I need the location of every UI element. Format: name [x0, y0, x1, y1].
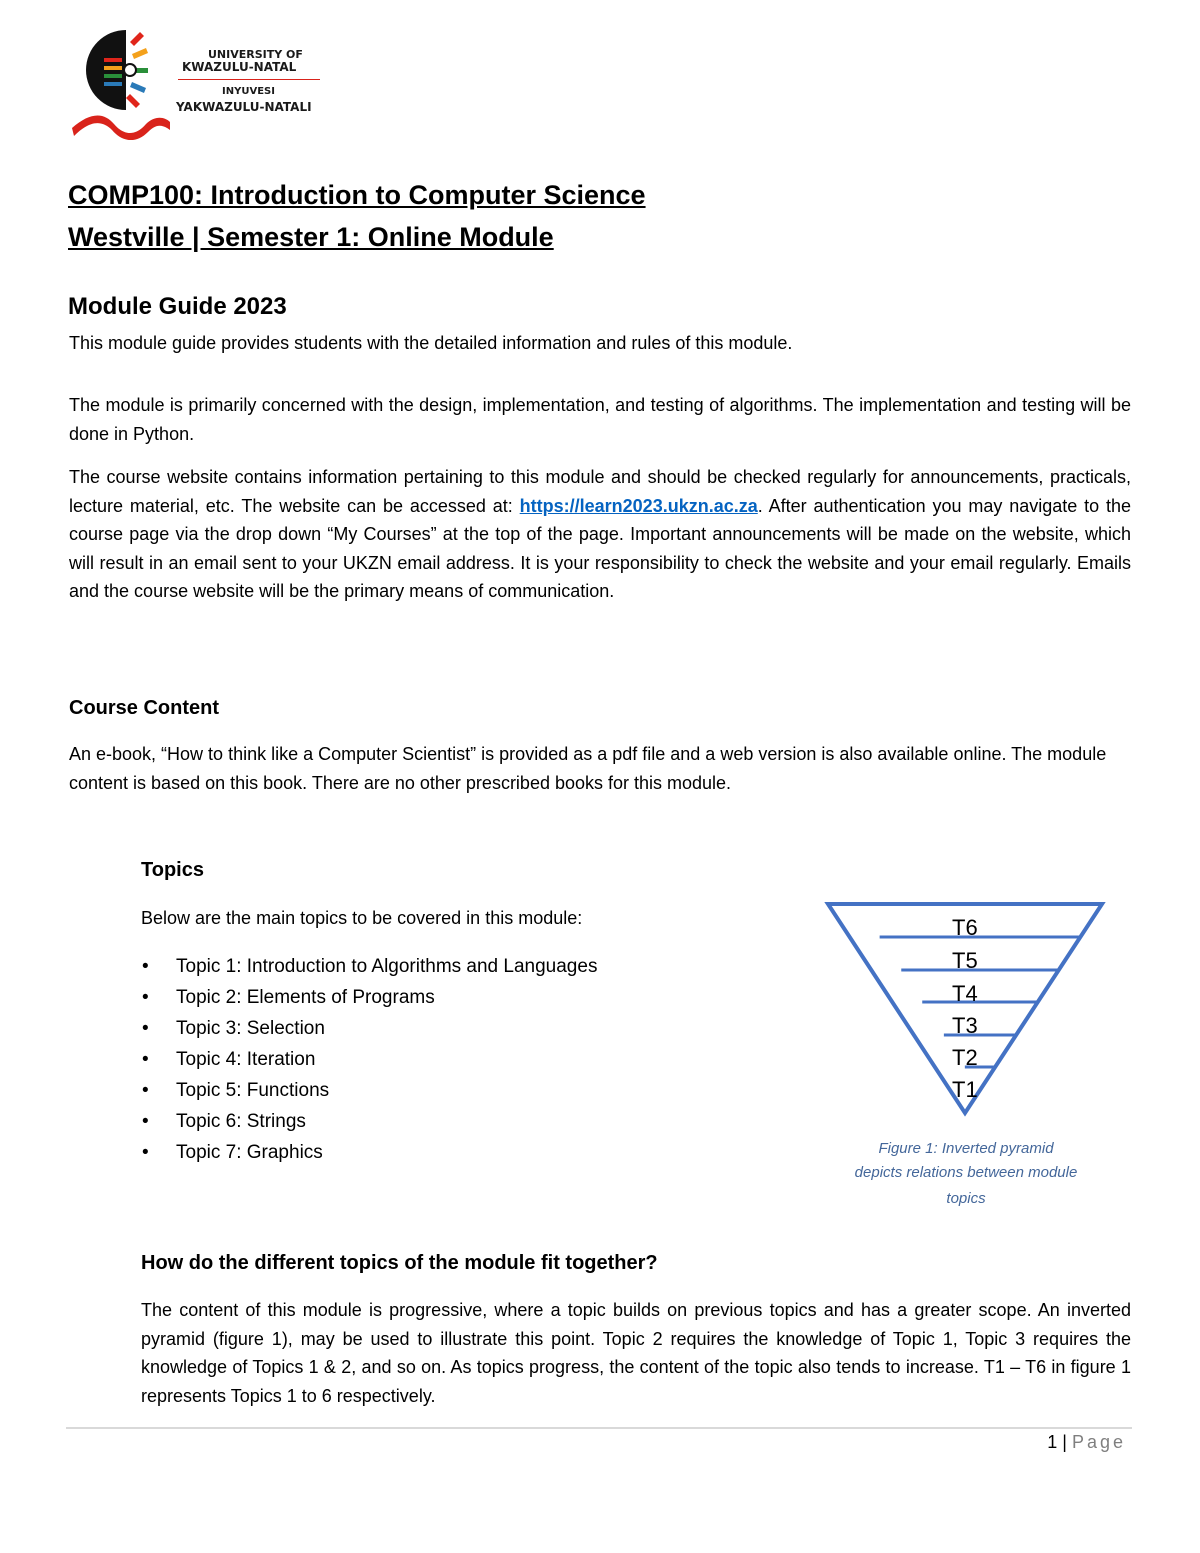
logo-line-2: KWAZULU-NATAL [182, 60, 297, 74]
page-number-value: 1 [1047, 1432, 1058, 1452]
ukzn-crest-icon [70, 24, 170, 144]
fit-heading: How do the different topics of the module fit together? [141, 1252, 658, 1274]
university-logo [70, 24, 330, 144]
figure-caption-line-1: Figure 1: Inverted pyramid [878, 1140, 1054, 1157]
topic-label: Topic 7: Graphics [176, 1142, 323, 1163]
pyramid-label: T1 [952, 1077, 978, 1102]
logo-line-3: INYUVESI [222, 86, 275, 97]
pyramid-label: T6 [952, 915, 978, 940]
pyramid-label: T4 [952, 981, 978, 1006]
topic-list-item [142, 1044, 742, 1075]
topic-list-item [142, 951, 742, 982]
course-website-link[interactable]: https://learn2023.ukzn.ac.za [519, 495, 758, 516]
fit-text: The content of this module is progressive, where a topic builds on previous topics and has a greater scope. An inverted pyramid (figure 1), may be used to illustrate this point. Topic 2 requires the knowledge of Topic 1, Topic 3 requires the knowledge of Topics 1 & 2, and so on. As topics progress, the content of the topic also tends to increase. T1 – T6 in figure 1 represents Topics 1 to 6 respectively. [141, 1300, 1131, 1406]
course-content-text: An e-book, “How to think like a Computer Scientist” is provided as a pdf file and a web version is also available online. The module content is based on this book. There are no other prescribed books for this module. [69, 744, 1107, 793]
logo-line-4: YAKWAZULU-NATALI [176, 100, 312, 114]
pyramid-label: T2 [952, 1045, 978, 1070]
logo-line-1: UNIVERSITY OF [208, 48, 303, 61]
bullet-icon: • [142, 1049, 149, 1070]
figure-caption [836, 1137, 1096, 1211]
figure-caption-line-3: topics [946, 1190, 986, 1207]
topics-intro: Below are the main topics to be covered in this module: [141, 908, 583, 928]
topic-list-item [142, 1106, 742, 1137]
footer-divider [66, 1427, 1132, 1429]
course-content-heading: Course Content [69, 697, 219, 719]
pyramid-label: T5 [952, 948, 978, 973]
intro-paragraph-1: This module guide provides students with the detailed information and rules of this module. [69, 333, 793, 353]
course-title: COMP100: Introduction to Computer Science [68, 180, 646, 210]
topic-list-item [142, 1137, 742, 1168]
intro-paragraph-3-end: . After authentication you may navigate to the course page via the drop down “My Courses” at the top of the page. Important announcements will be made on the website, which will result in an email sent to your UKZN email address. It is your responsibility to check the website and your email regularly. Emails and the course website will be the primary means of communication. [69, 495, 1132, 601]
intro-paragraph-2: The module is primarily concerned with the design, implementation, and testing of algorithms. The implementation and testing will be done in Python. [69, 395, 1131, 444]
bullet-icon: • [142, 956, 149, 977]
page-number [1000, 1432, 1126, 1453]
bullet-icon: • [142, 1080, 149, 1101]
topic-list-item [142, 1075, 742, 1106]
topic-label: Topic 3: Selection [176, 1018, 325, 1039]
logo-divider [178, 79, 320, 80]
pyramid-label: T3 [952, 1013, 978, 1038]
bullet-icon: • [142, 987, 149, 1008]
campus-title: Westville | Semester 1: Online Module [68, 222, 554, 252]
bullet-icon: • [142, 1142, 149, 1163]
topic-list-item [142, 1013, 742, 1044]
topics-heading: Topics [141, 859, 204, 881]
bullet-icon: • [142, 1111, 149, 1132]
bullet-icon: • [142, 1018, 149, 1039]
topic-list [142, 951, 742, 1168]
intro-paragraph-3 [69, 463, 1131, 606]
topic-list-item [142, 982, 742, 1013]
topic-label: Topic 1: Introduction to Algorithms and Languages [176, 956, 598, 977]
inverted-pyramid-figure [820, 895, 1110, 1120]
topic-label: Topic 5: Functions [176, 1080, 330, 1101]
intro-paragraph-3-start: The course website contains information pertaining to this module and should be checked regularly for announcements, practicals, lecture material, etc. The website can be accessed at: [69, 467, 1131, 516]
module-guide-title: Module Guide 2023 [68, 293, 287, 320]
page-word: Page [1071, 1432, 1126, 1452]
topic-label: Topic 6: Strings [176, 1111, 306, 1132]
page-number-separator: | [1062, 1432, 1067, 1452]
topic-label: Topic 4: Iteration [176, 1049, 316, 1070]
topic-label: Topic 2: Elements of Programs [176, 987, 435, 1008]
figure-caption-line-2: depicts relations between module [854, 1164, 1078, 1181]
